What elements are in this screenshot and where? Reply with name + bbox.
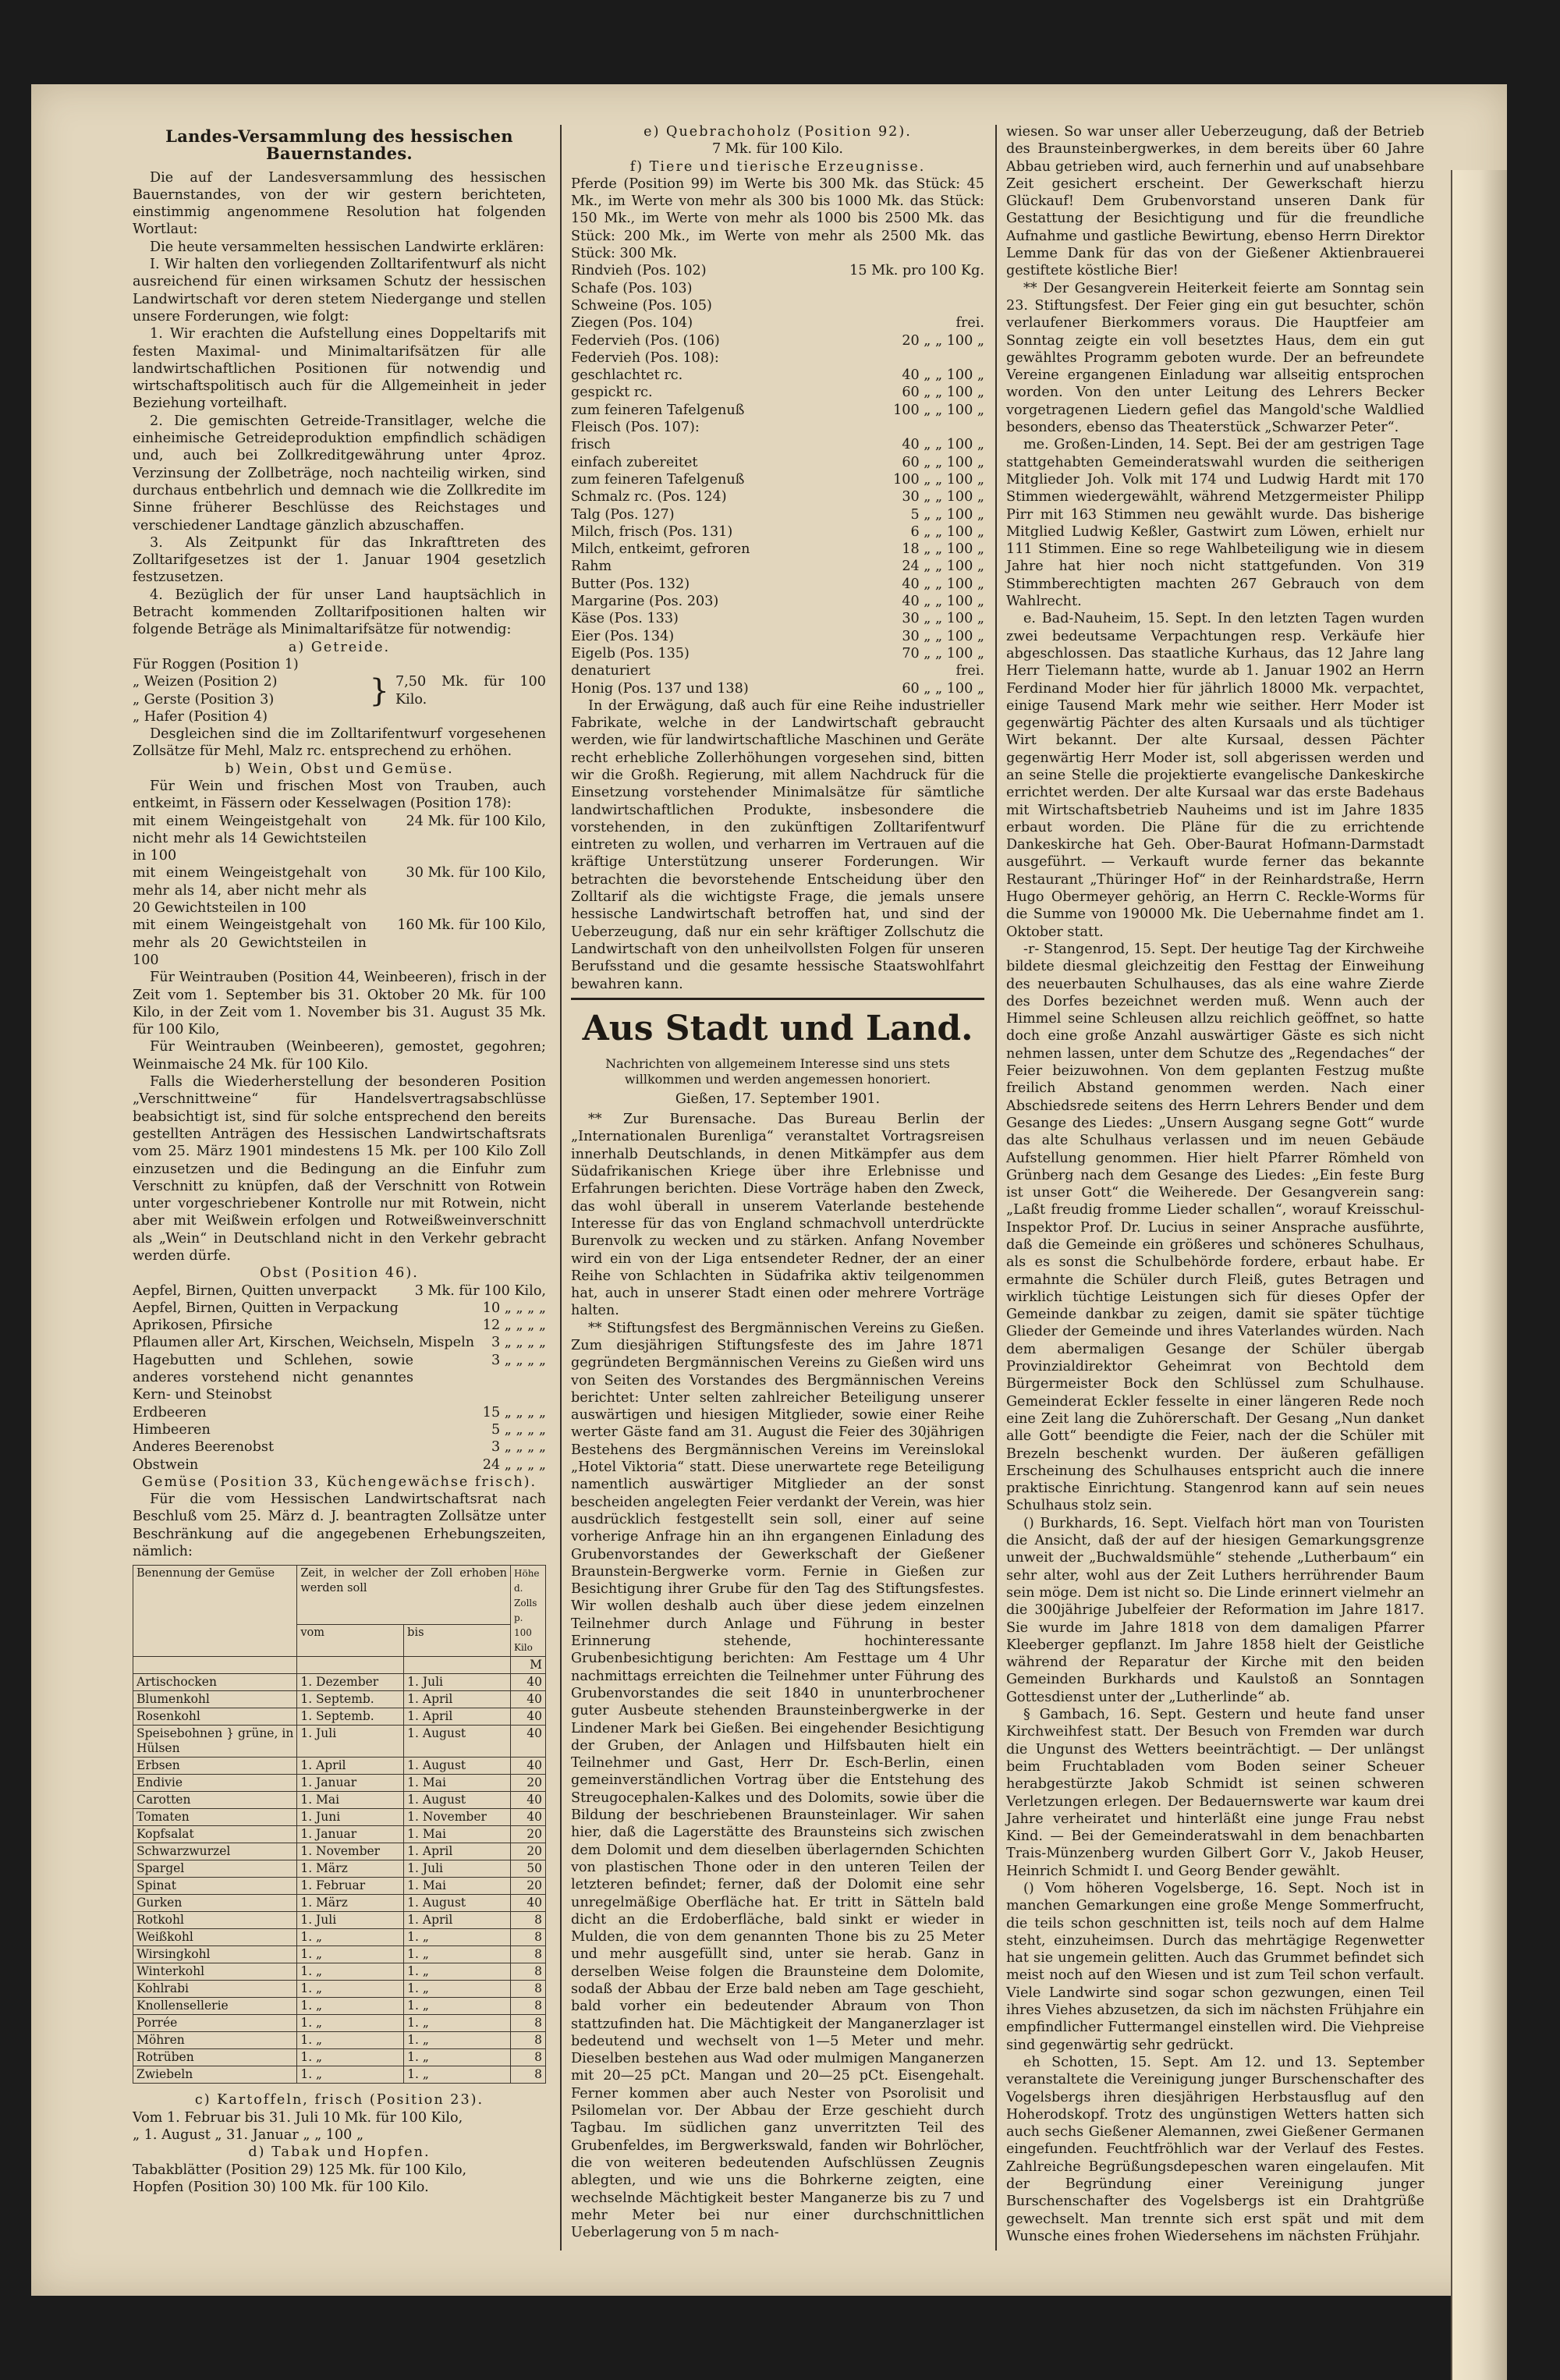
animal-rate: 40 „ „ 100 „ bbox=[902, 594, 984, 610]
animal-label: denaturiert bbox=[571, 663, 651, 679]
news-item: me. Großen-Linden, 14. Sept. Bei der am gestrigen Tage stattgehabten Gemeinderatswahl wurden die seitherigen Mitglieder Joh. Volk mit 174 und Ludwig Hardt mit 170 Stimmen wiedergewählt, während Metzgermeister Philipp Pirr mit 163 Stimmen neu gewählt wurde. Das bisherige Mitglied Ludwig Keßler, Gastwirt zum Löwen, erhielt nur 111 Stimmen. Eine so rege Wahlbeteiligung wie in diesem Jahre hat hier noch nicht stattgefunden. Von 319 Stimmberechtigten machten 267 Gebrauch von dem Wahlrecht. bbox=[1006, 437, 1424, 610]
duty-rate: 8 bbox=[511, 2066, 546, 2084]
from-date: 1. „ bbox=[297, 1963, 404, 1981]
fruit-row: Aprikosen, Pfirsiche 12 „ „ „ „ bbox=[133, 1318, 546, 1334]
adjacent-page-edge bbox=[1451, 170, 1507, 2380]
vegetable-name: Wirsingkohl bbox=[133, 1946, 297, 1963]
animal-rate-row bbox=[571, 314, 984, 332]
animal-rate: 100 „ „ 100 „ bbox=[893, 471, 984, 488]
grain-rate: 7,50 Mk. für 100 Kilo. bbox=[395, 674, 546, 708]
table-row bbox=[133, 1946, 546, 1963]
horses-para: Pferde (Position 99) im Werte bis 300 Mk. das Stück: 45 Mk., im Werte von mehr als 300 bis 1000 Mk. das Stück: 150 Mk., im Werte von mehr als 1000 bis 2500 Mk. das Stück: 200 Mk., im Werte von mehr als 2500 Mk. das Stück: 300 Mk. bbox=[571, 176, 984, 262]
from-date: 1. „ bbox=[297, 1998, 404, 2015]
from-date: 1. „ bbox=[297, 1946, 404, 1963]
duty-rate: 40 bbox=[511, 1895, 546, 1912]
resolution-point: 2. Die gemischten Getreide-Transitlager, welche die einheimische Getreideproduktion empfindlich schädigen und, auch bei Zollkreditgewährung unter 4proz. Verzinsung der Zollbeträge, noch nachteilig wirken, sind durchaus entbehrlich und demnach wie die Zollkredite im Sinne früherer Beschlüsse des Reichstages und verschiedener Landtage gänzlich abzuschaffen. bbox=[133, 413, 546, 534]
to-date: 1. „ bbox=[404, 1981, 511, 1998]
animal-rate-row bbox=[571, 262, 984, 279]
tobacco-line: Hopfen (Position 30) 100 Mk. für 100 Kilo. bbox=[133, 2179, 429, 2195]
animal-rate-row bbox=[571, 662, 984, 679]
fruit-row: Hagebutten und Schlehen, sowie anderes vorstehend nicht genanntes Kern- und Steinobst 3 „ „ „ „ bbox=[133, 1352, 546, 1403]
column-rule bbox=[995, 125, 997, 2251]
potato-line: Vom 1. Februar bis 31. Juli 10 Mk. für 100 Kilo, bbox=[133, 2109, 463, 2126]
table-header: bis bbox=[404, 1625, 511, 1657]
table-header: Benennung der Gemüse bbox=[133, 1566, 297, 1657]
grain-item: Für Roggen (Position 1) bbox=[133, 656, 299, 672]
to-date: 1. April bbox=[404, 1843, 511, 1860]
resolution-point: 4. Bezüglich der für unser Land hauptsächlich in Betracht kommenden Zolltarifpositionen halten wir folgende Beträge als Minimaltarifsätze für notwendig: bbox=[133, 587, 546, 638]
fruit-row: Aepfel, Birnen, Quitten in Verpackung 10 „ „ „ „ bbox=[133, 1300, 546, 1316]
grain-item: „ Gerste (Position 3) bbox=[133, 691, 275, 708]
animal-rate: 18 „ „ 100 „ bbox=[902, 541, 984, 558]
from-date: 1. Septemb. bbox=[297, 1691, 404, 1708]
to-date: 1. April bbox=[404, 1912, 511, 1929]
animal-rate-row bbox=[571, 471, 984, 488]
animal-rate-row bbox=[571, 454, 984, 471]
animal-rate-row bbox=[571, 488, 984, 505]
news-item: ** Zur Burensache. Das Bureau Berlin der „Internationalen Burenliga“ veranstaltet Vortragsreisen innerhalb Deutschlands, in denen Mitkämpfer aus dem Südafrikanischen Kriege über ihre Erlebnisse und Erfahrungen berichten. Diese Vorträge haben den Zweck, das wohl überall in unserem Vaterlande bestehende Interesse für das von England schmachvoll unterdrückte Burenvolk zu wecken und zu stärken. Anfang November wird ein von der Liga entsendeter Redner, der an einer Reihe von Schlachten in Südafrika aktiv teilgenommen hat, auch in unserer Stadt einen oder mehrere Vorträge halten. bbox=[571, 1112, 984, 1319]
mash-para: Für Weintrauben (Weinbeeren), gemostet, gegohren; Weinmaische 24 Mk. für 100 Kilo. bbox=[133, 1039, 546, 1073]
from-date: 1. Januar bbox=[297, 1775, 404, 1792]
resolution-point: 1. Wir erachten die Aufstellung eines Doppeltarifs mit festen Maximal- und Minimaltarifsätzen für alle landwirtschaftlichen Positionen für notwendig und wirtschaftspolitisch auch für die Allgemeinheit in jeder Beziehung vorteilhaft. bbox=[133, 326, 546, 412]
animal-rate-row bbox=[571, 680, 984, 697]
to-date: 1. „ bbox=[404, 2066, 511, 2084]
animal-rate-row bbox=[571, 593, 984, 610]
grain-item: „ Weizen (Position 2) bbox=[133, 674, 278, 690]
to-date: 1. Mai bbox=[404, 1826, 511, 1843]
table-row bbox=[133, 1691, 546, 1708]
grain-item: „ Hafer (Position 4) bbox=[133, 708, 268, 725]
table-row bbox=[133, 1981, 546, 1998]
vegetable-name: Zwiebeln bbox=[133, 2066, 297, 2084]
animal-rate: 24 „ „ 100 „ bbox=[902, 559, 984, 575]
vegetable-name: Endivie bbox=[133, 1775, 297, 1792]
animal-rate: 100 „ „ 100 „ bbox=[893, 402, 984, 418]
table-row bbox=[133, 1895, 546, 1912]
column-3 bbox=[1006, 123, 1424, 2245]
wine-intro: Für Wein und frischen Most von Trauben, auch entkeimt, in Fässern oder Kesselwagen (Position 178): bbox=[133, 778, 546, 812]
table-row bbox=[133, 1963, 546, 1981]
news-item: e. Bad-Nauheim, 15. Sept. In den letzten Tagen wurden zwei bedeutsame Verpachtungen resp. Verkäufe hier abgeschlossen. Das staatliche Kurhaus, das 12 Jahre lang Herr Tielemann hatte, wurde ab 1. Januar 1902 an Herrn Ferdinand Moder hier für jährlich 18000 Mk. verpachtet, einige Tausend Mark mehr wie seither. Herr Moder ist gegenwärtig Pächter des alten Kursaals und als tüchtiger Wirt bekannt. Der alte Kursaal, dessen Pächter gegenwärtig Herr Moder ist, soll abgerissen werden und an seine Stelle die projektierte evangelische Dankeskirche errichtet werden. Der alte Kursaal war das erste Badehaus mit Wirtschaftsbetrieb Nauheims und ist im Jahre 1835 erbaut worden. Die Pläne für die zu errichtende Dankeskirche hat Geh. Ober-Baurat Hofmann-Darmstadt ausgeführt. — Verkauft wurde ferner das bekannte Restaurant „Thüringer Hof“ in der Reinhardstraße, Herrn Hugo Obermeyer gehörig, an Herrn C. Reckle-Worms für die Summe von 190000 Mk. Die Uebernahme findet am 1. Oktober statt. bbox=[1006, 611, 1424, 940]
section-title: Aus Stadt und Land. bbox=[582, 1008, 973, 1048]
table-row bbox=[133, 1809, 546, 1826]
to-date: 1. Juli bbox=[404, 1860, 511, 1878]
article-title: Landes-Versammlung des hessischen Bauernstandes. bbox=[165, 126, 513, 164]
animal-rate: 5 „ „ 100 „ bbox=[910, 506, 984, 523]
vegetable-name: Rotrüben bbox=[133, 2049, 297, 2066]
duty-rate: 40 bbox=[511, 1708, 546, 1726]
vegetable-table bbox=[133, 1565, 546, 2084]
animal-rate: 30 „ „ 100 „ bbox=[902, 489, 984, 505]
table-row bbox=[133, 1912, 546, 1929]
table-header: vom bbox=[297, 1625, 404, 1657]
animal-rate-row bbox=[571, 402, 984, 419]
vegetable-name: Rosenkohl bbox=[133, 1708, 297, 1726]
to-date: 1. Mai bbox=[404, 1878, 511, 1895]
vegetable-name: Rotkohl bbox=[133, 1912, 297, 1929]
animal-rate-row bbox=[571, 349, 984, 367]
table-row bbox=[133, 1826, 546, 1843]
veg-para: Für die vom Hessischen Landwirtschaftsrat nach Beschluß vom 25. März d. J. beantragten Zollsätze unter Beschränkung auf die angegebenen Erhebungszeiten, nämlich: bbox=[133, 1491, 546, 1560]
duty-rate: 40 bbox=[511, 1792, 546, 1809]
animal-rate-row bbox=[571, 419, 984, 436]
animal-rate: 15 Mk. pro 100 Kg. bbox=[849, 263, 984, 279]
column-2 bbox=[571, 123, 984, 2241]
closing-para: In der Erwägung, daß auch für eine Reihe industrieller Fabrikate, welche in der Landwirtschaft gebraucht werden, wie für landwirtschaftliche Maschinen und Geräte recht erhebliche Zollerhöhungen vorgesehen sind, bitten wir die Großh. Regierung, mit allem Nachdruck für die Einsetzung vorstehender Minimalsätze für sämtliche landwirtschaftlichen Produkte, insbesondere die vorstehenden, in den zukünftigen Zolltarifentwurf eintreten zu wollen, und verharren im Vertrauen auf die kräftige Unterstützung unserer Forderungen. Wir betrachten die bevorstehende Entscheidung über den Zolltarif als die wichtigste Frage, die jemals unsere hessische Landwirtschaft betroffen hat, und sind der Ueberzeugung, daß nur ein sehr kräftiger Zollschutz die Landwirtschaft von den unheilvollsten Folgen für unseren Berufsstand und die gesamte hessische Staatswohlfahrt bewahren kann. bbox=[571, 697, 984, 992]
duty-rate: 20 bbox=[511, 1843, 546, 1860]
from-date: 1. Mai bbox=[297, 1792, 404, 1809]
duty-rate: 8 bbox=[511, 2015, 546, 2032]
animal-rate: 40 „ „ 100 „ bbox=[902, 437, 984, 453]
rate-line: 7 Mk. für 100 Kilo. bbox=[712, 141, 843, 158]
fruit-row: Erdbeeren 15 „ „ „ „ bbox=[133, 1404, 546, 1421]
to-date: 1. August bbox=[404, 1726, 511, 1758]
wine-row: mit einem Weingeistgehalt von mehr als 20 Gewichtsteilen in 100 160 Mk. für 100 Kilo, bbox=[133, 917, 546, 968]
animal-rate-row bbox=[571, 384, 984, 401]
column-rule bbox=[560, 125, 562, 2251]
animal-rate-row bbox=[571, 645, 984, 662]
duty-rate: 40 bbox=[511, 1674, 546, 1691]
table-row bbox=[133, 1726, 546, 1758]
animal-label: Schmalz rc. (Pos. 124) bbox=[571, 489, 727, 505]
animal-label: Schweine (Pos. 105) bbox=[571, 297, 712, 314]
animal-label: Eigelb (Pos. 135) bbox=[571, 645, 690, 662]
animal-rate: 30 „ „ 100 „ bbox=[902, 611, 984, 627]
to-date: 1. April bbox=[404, 1708, 511, 1726]
news-item: () Vom höheren Vogelsberge, 16. Sept. Noch ist in manchen Gemarkungen eine große Menge Sommerfrucht, die teils schon geschnitten ist, teils noch auf dem Halme steht, einzuheimsen. Durch das mehrtägige Regenwetter hat sie ungemein gelitten. Auch das Grummet befindet sich meist noch auf den Wiesen und ist zum Teil schon verfault. Viele Landwirte sind sogar schon gezwungen, einen Teil ihres Viehes abzusetzen, da sich im nächsten Frühjahre ein empfindlicher Futtermangel einstellen wird. Die Viehpreise sind gegenwärtig sehr gedrückt. bbox=[1006, 1880, 1424, 2053]
from-date: 1. „ bbox=[297, 2049, 404, 2066]
brace-icon: } bbox=[369, 672, 389, 709]
subsection-heading: d) Tabak und Hopfen. bbox=[248, 2144, 431, 2161]
section-note: Nachrichten von allgemeinem Interesse sind uns stets willkommen und werden angemessen honoriert. bbox=[605, 1055, 950, 1087]
to-date: 1. „ bbox=[404, 1998, 511, 2015]
to-date: 1. „ bbox=[404, 2015, 511, 2032]
grain-note: Desgleichen sind die im Zolltarifentwurf vorgesehenen Zollsätze für Mehl, Malz rc. entsprechend zu erhöhen. bbox=[133, 726, 546, 760]
fruit-row: Pflaumen aller Art, Kirschen, Weichseln, Mispeln 3 „ „ „ „ bbox=[133, 1335, 546, 1351]
animal-label: Milch, entkeimt, gefroren bbox=[571, 541, 750, 558]
vegetable-name: Blumenkohl bbox=[133, 1691, 297, 1708]
duty-rate: 40 bbox=[511, 1758, 546, 1775]
from-date: 1. März bbox=[297, 1895, 404, 1912]
news-item: eh Schotten, 15. Sept. Am 12. und 13. September veranstaltete die Vereinigung junger Burschenschafter des Vogelsbergs ihren diesjährigen Herbstausflug auf den Hoherodskopf. Trotz des ungünstigen Wetters hatten sich auch sechs Gießener Alemannen, zwei Gießener Germanen eingefunden. Feuchtfröhlich war der Verlauf des Festes. Zahlreiche Begrüßungsdepeschen waren eingelaufen. Mit der Begründung einer Vereinigung junger Burschenschafter des Vogelsbergs ist ein Drahtgrüße gewechselt. Man trennte sich erst spät und mit dem Wunsche eines frohen Wiedersehens im nächsten Frühjahr. bbox=[1006, 2054, 1424, 2244]
table-row bbox=[133, 1998, 546, 2015]
subsection-heading: Gemüse (Position 33, Küchengewächse frisch). bbox=[141, 1474, 537, 1490]
from-date: 1. „ bbox=[297, 1929, 404, 1946]
dateline: Gießen, 17. September 1901. bbox=[675, 1091, 881, 1107]
duty-rate: 8 bbox=[511, 1998, 546, 2015]
duty-rate: 8 bbox=[511, 1912, 546, 1929]
vegetable-name: Artischocken bbox=[133, 1674, 297, 1691]
animal-label: Federvieh (Pos. (106) bbox=[571, 332, 720, 349]
animal-label: zum feineren Tafelgenuß bbox=[571, 402, 745, 418]
fruit-row: Anderes Beerenobst 3 „ „ „ „ bbox=[133, 1439, 546, 1456]
from-date: 1. Juni bbox=[297, 1809, 404, 1826]
duty-rate: 20 bbox=[511, 1826, 546, 1843]
article-intro: Die auf der Landesversammlung des hessischen Bauernstandes, von der wir gestern berichteten, einstimmig angenommene Resolution hat folgenden Wortlaut: bbox=[133, 169, 546, 238]
animal-label: Rindvieh (Pos. 102) bbox=[571, 263, 707, 279]
unit-label: M bbox=[511, 1657, 546, 1674]
duty-rate: 8 bbox=[511, 1981, 546, 1998]
wine-blend-para: Falls die Wiederherstellung der besonderen Position „Verschnittweine“ für Handelsvertragsabschlüsse beabsichtigt ist, sind für solche entsprechend den bereits gestellten Anträgen des Hessischen Landwirtschaftsrats vom 25. März 1901 mindestens 15 Mk. per 100 Kilo Zoll einzusetzen und die Bedingung an die Einfuhr zum Verschnitt zu knüpfen, daß der Verschnitt von Rotwein unter vorgeschriebener Kontrolle nur mit Rotwein, nicht aber mit Weißwein erfolgen und Rotweißweinverschnitt als „Wein“ in Deutschland nicht in den Verkehr gebracht werden dürfe. bbox=[133, 1074, 546, 1264]
animal-label: Eier (Pos. 134) bbox=[571, 628, 675, 644]
duty-rate: 40 bbox=[511, 1691, 546, 1708]
from-date: 1. „ bbox=[297, 2066, 404, 2084]
from-date: 1. Dezember bbox=[297, 1674, 404, 1691]
tobacco-line: Tabakblätter (Position 29) 125 Mk. für 100 Kilo, bbox=[133, 2162, 467, 2178]
animal-rate-row bbox=[571, 367, 984, 384]
table-header: Höhe d. Zolls p. 100 Kilo bbox=[511, 1566, 546, 1657]
vegetable-name: Kopfsalat bbox=[133, 1826, 297, 1843]
animal-rate-row bbox=[571, 558, 984, 575]
table-header: Zeit, in welcher der Zoll erhoben werden soll bbox=[297, 1566, 511, 1625]
table-row bbox=[133, 1878, 546, 1895]
from-date: 1. April bbox=[297, 1758, 404, 1775]
news-item: -r- Stangenrod, 15. Sept. Der heutige Tag der Kirchweihe bildete diesmal gleichzeitig den Festtag der Einweihung des neuerbauten Schulhauses, das als eine wahre Zierde des Dorfes bezeichnet werden muß. Wenn auch der Himmel seine Schleusen allzu reichlich geöffnet, so hatte doch eine große Anzahl auswärtiger Gäste es sich nicht nehmen lassen, unter dem Schutze des „Regendaches“ der Feier beizuwohnen. Von dem geplanten Festzug mußte freilich Abstand genommen werden. Nach einer Abschiedsrede seitens des Herrn Lehrers Bender und dem Gesange des Liedes: „Unsern Ausgang segne Gott“ wurde das alte Schulhaus verlassen und im neuen Gebäude Aufstellung genommen. Hier hielt Pfarrer Römheld von Grünberg nach dem Gesange des Liedes: „Ein feste Burg ist unser Gott“ die Weiherede. Der Gesangverein sang: „Laßt freudig fromme Lieder schallen“, worauf Kreisschul-Inspektor Prof. Dr. Lucius in seiner Ansprache ausführte, daß die Gemeinde ein größeres und schöneres Schulhaus, als es sonst die Schulbehörde fordere, erbaut habe. Er ermahnte die Schüler durch Fleiß, gutes Betragen und wirklich tüchtige Leistungen sich für dieses Opfer der Gemeinde dankbar zu zeigen, damit sie später tüchtige Glieder der Gemeinde und ihres Vaterlandes würden. Nach dem abermaligen Gesange der Schüler übergab Provinzialdirektor Geheimrat von Bechtold dem Bürgermeister Bock den Schlüssel zum Schulhause. Gemeinderat Eckler fesselte in einer längeren Rede noch eine Zeit lang die Zuhörerschaft. Der Gesang „Nun danket alle Gott“ beendigte die Feier, nach der die Schüler mit Brezeln beschenkt wurden. Der äußeren gefälligen Erscheinung des Schulhauses entspricht auch die innere praktische Einrichtung. Stangenrod kann auf sein neues Schulhaus stolz sein. bbox=[1006, 941, 1424, 1514]
to-date: 1. „ bbox=[404, 2032, 511, 2049]
from-date: 1. November bbox=[297, 1843, 404, 1860]
subsection-heading: b) Wein, Obst und Gemüse. bbox=[225, 761, 454, 777]
animal-rate-list bbox=[571, 262, 984, 697]
table-row bbox=[133, 1758, 546, 1775]
vegetable-name: Weißkohl bbox=[133, 1929, 297, 1946]
duty-rate: 8 bbox=[511, 2032, 546, 2049]
column-1 bbox=[133, 123, 546, 2196]
from-date: 1. „ bbox=[297, 2032, 404, 2049]
duty-rate: 40 bbox=[511, 1726, 546, 1758]
animal-rate-row bbox=[571, 506, 984, 523]
duty-rate: 8 bbox=[511, 1963, 546, 1981]
animal-label: Schafe (Pos. 103) bbox=[571, 280, 693, 296]
animal-label: Federvieh (Pos. 108): bbox=[571, 349, 719, 366]
to-date: 1. August bbox=[404, 1758, 511, 1775]
to-date: 1. „ bbox=[404, 1929, 511, 1946]
to-date: 1. Juli bbox=[404, 1674, 511, 1691]
animal-rate: 40 „ „ 100 „ bbox=[902, 576, 984, 592]
animal-rate-row bbox=[571, 610, 984, 627]
article-intro-2: Die heute versammelten hessischen Landwirte erklären: bbox=[150, 239, 544, 255]
animal-label: Talg (Pos. 127) bbox=[571, 506, 675, 523]
vegetable-name: Winterkohl bbox=[133, 1963, 297, 1981]
vegetable-name: Speisebohnen } grüne, in Hülsen bbox=[133, 1726, 297, 1758]
fruit-row: Aepfel, Birnen, Quitten unverpackt 3 Mk. für 100 Kilo, bbox=[133, 1282, 546, 1299]
duty-rate: 20 bbox=[511, 1775, 546, 1792]
news-item: wiesen. So war unser aller Ueberzeugung, daß der Betrieb des Braunsteinbergwerkes, in dem bereits über 60 Jahre Abbau getrieben wird, auch fernerhin und auf unabsehbare Zeit gesichert erscheint. Der Gewerkschaft hierzu Glückauf! Dem Grubenvorstand unseren Dank für Gestattung der Besichtigung und für die freundliche Aufnahme und gastliche Bewirtung, ebenso Herrn Direktor Lemme Dank für das von der Gießener Aktienbrauerei gestiftete köstliche Bier! bbox=[1006, 124, 1424, 279]
vegetable-name: Knollensellerie bbox=[133, 1998, 297, 2015]
animal-label: Honig (Pos. 137 und 138) bbox=[571, 680, 749, 697]
table-row bbox=[133, 1860, 546, 1878]
to-date: 1. „ bbox=[404, 1946, 511, 1963]
animal-label: einfach zubereitet bbox=[571, 454, 698, 470]
vegetable-name: Tomaten bbox=[133, 1809, 297, 1826]
table-row bbox=[133, 1775, 546, 1792]
animal-label: Fleisch (Pos. 107): bbox=[571, 420, 700, 436]
subsection-heading: c) Kartoffeln, frisch (Position 23). bbox=[194, 2092, 484, 2109]
duty-rate: 40 bbox=[511, 1809, 546, 1826]
animal-rate-row bbox=[571, 297, 984, 314]
table-row bbox=[133, 2032, 546, 2049]
table-row bbox=[133, 2049, 546, 2066]
animal-rate-row bbox=[571, 332, 984, 349]
news-item: ** Stiftungsfest des Bergmännischen Vereins zu Gießen. Zum diesjährigen Stiftungsfeste des im Jahre 1871 gegründeten Bergmännischen Vereins zu Gießen wird uns von Seiten des Vorstandes des Bergmännischen Vereins berichtet: Unter selten zahlreicher Beteiligung unserer auswärtigen und hiesigen Mitglieder, sowie einer Reihe werter Gäste fand am 31. August die Feier des 30jährigen Bestehens des Bergmännischen Vereins im Vereinslokal „Hotel Viktoria“ statt. Diese unerwartete rege Beteiligung namentlich auswärtiger Mitglieder an der sonst bescheiden angelegten Feier verdankt der Verein, was hier ausdrücklich festgestellt sein soll, einer auf seine vorherige Anfrage hin an ihn ergangenen Einladung des Grubenvorstandes der Gewerkschaft der Gießener Braunstein-Bergwerke vorm. Fernie in Gießen zur Besichtigung ihrer Grube für den Tag des Stiftungsfestes. Wir wollen deshalb auch über diese jedem einzelnen Teilnehmer durch Anlage und Führung in bester Erinnerung stehende, hochinteressante Grubenbesichtigung berichten: Am Festtage um 4 Uhr nachmittags erreichten die Teilnehmer unter Führung des Grubenvorstandes die seit 1840 in ununterbrochener guter Ausbeute stehenden Braunsteinbergwerke in der Lindener Mark bei Gießen. Bei eingehender Besichtigung der Gruben, der Anlagen und Hilfsbauten hielt ein Teilnehmer und Gast, Herr Dr. Esch-Berlin, einen gemeinverständlichen Vortrag über die Entstehung des Streugocephalen-Kalkes und des Dolomits, sowie über die Bildung der beschriebenen Braunsteinlager. Wir sahen hier, daß die Lagerstätte des Braunsteins sich zwischen dem Dolomit und dem dieselben überlagernden Schichten von plastischen Thone oder in den unteren Teilen der letzteren befindet; ferner, daß der Dolomit eine sehr unregelmäßige Oberfläche hat. Er tritt in Sätteln bald dicht an die Erdoberfläche, bald sinkt er wieder in Mulden, die von dem genannten Thone bis zu 25 Meter und mehr ausgefüllt sind, unter sie herab. Ganz in derselben Weise folgen die Braunsteine dem Dolomite, sodaß der Abbau der Erze bald neben am Tage geschieht, bald vorher ein bedeutender Abraum von Thon stattzufinden hat. Die Mächtigkeit der Manganerzlager ist bedeutend und wechselt von 1—5 Meter und mehr. Dieselben bestehen aus Wad oder mulmigen Manganerzen mit 20—25 pCt. Mangan und 20—25 pCt. Eisengehalt. Ferner kommen aber auch Nester von Psorolisit und Psilomelan vor. Der Abbau der Erze geschieht durch Tagbau. Im südlichen ganz unverritzten Teil des Grubenfeldes, im Bergwerkswald, fanden wir Bohrlöcher, die von weiteren bedeutenden Aufschlüssen Zeugnis ablegten, und wie uns die Bohrkerne zeigten, eine wechselnde Mächtigkeit bester Manganerze bis zu 7 und mehr Meter bei nur einer durchschnittlichen Ueberlagerung von 5 m nach- bbox=[571, 1320, 984, 2241]
table-row bbox=[133, 1929, 546, 1946]
animal-rate-row bbox=[571, 541, 984, 558]
animal-label: zum feineren Tafelgenuß bbox=[571, 471, 745, 488]
wine-row: mit einem Weingeistgehalt von nicht mehr als 14 Gewichtsteilen in 100 24 Mk. für 100 Kilo, bbox=[133, 813, 546, 864]
table-row bbox=[133, 2015, 546, 2032]
news-item: ** Der Gesangverein Heiterkeit feierte am Sonntag sein 23. Stiftungsfest. Der Feier ging ein gut besuchter, schön verlaufener Bierkommers voraus. Die Hauptfeier am Sonntag zeigte ein voll besetztes Haus, dem ein gut gewähltes Programm geboten wurde. Der an befreundete Vereine ergangenen Einladung war allseitig entsprochen worden. Von den unter Leitung des Lehrers Becker vorgetragenen Liedern gefiel das Mangold'sche Waldlied besonders, ebenso das Theaterstück „Schwarzer Peter“. bbox=[1006, 280, 1424, 436]
vegetable-name: Carotten bbox=[133, 1792, 297, 1809]
resolution-point: 3. Als Zeitpunkt für das Inkrafttreten des Zolltarifgesetzes ist der 1. Januar 1904 gesetzlich festzusetzen. bbox=[133, 534, 546, 586]
animal-label: frisch bbox=[571, 437, 611, 453]
animal-rate: 20 „ „ 100 „ bbox=[902, 332, 984, 349]
from-date: 1. März bbox=[297, 1860, 404, 1878]
table-row bbox=[133, 1674, 546, 1691]
vegetable-name: Porrée bbox=[133, 2015, 297, 2032]
fruit-row: Himbeeren 5 „ „ „ „ bbox=[133, 1421, 546, 1438]
animal-rate: 60 „ „ 100 „ bbox=[902, 680, 984, 697]
wine-row: mit einem Weingeistgehalt von mehr als 14, aber nicht mehr als 20 Gewichtsteilen in 100 30 Mk. für 100 Kilo, bbox=[133, 865, 546, 917]
animal-rate-row bbox=[571, 436, 984, 453]
vegetable-name: Gurken bbox=[133, 1895, 297, 1912]
potato-line: „ 1. August „ 31. Januar „ „ 100 „ bbox=[133, 2126, 364, 2143]
to-date: 1. „ bbox=[404, 2049, 511, 2066]
animal-rate: 30 „ „ 100 „ bbox=[902, 628, 984, 644]
duty-rate: 8 bbox=[511, 2049, 546, 2066]
vegetable-name: Schwarzwurzel bbox=[133, 1843, 297, 1860]
animal-label: gespickt rc. bbox=[571, 385, 653, 401]
duty-rate: 50 bbox=[511, 1860, 546, 1878]
to-date: 1. August bbox=[404, 1895, 511, 1912]
vegetable-name: Spinat bbox=[133, 1878, 297, 1895]
from-date: 1. Juli bbox=[297, 1912, 404, 1929]
to-date: 1. August bbox=[404, 1792, 511, 1809]
to-date: 1. Mai bbox=[404, 1775, 511, 1792]
to-date: 1. April bbox=[404, 1691, 511, 1708]
duty-rate: 20 bbox=[511, 1878, 546, 1895]
subsection-heading: f) Tiere und tierische Erzeugnisse. bbox=[629, 158, 926, 175]
from-date: 1. Januar bbox=[297, 1826, 404, 1843]
from-date: 1. „ bbox=[297, 1981, 404, 1998]
animal-label: Käse (Pos. 133) bbox=[571, 611, 679, 627]
duty-rate: 8 bbox=[511, 1946, 546, 1963]
table-row bbox=[133, 1843, 546, 1860]
animal-rate-row bbox=[571, 523, 984, 541]
news-item: () Burkhards, 16. Sept. Vielfach hört man von Touristen die Ansicht, daß der auf der hiesigen Gemarkungsgrenze unweit der „Buchwaldsmühle“ stehende „Lutherbaum“ ein sehr alter, wohl aus der Zeit Luthers herrührender Baum sein möge. Dem ist nicht so. Die Linde erinnert vielmehr an die 300jährige Jubelfeier der Reformation im Jahre 1817. Sie wurde im Jahre 1818 von dem damaligen Pfarrer Kleeberger gepflanzt. Im Jahre 1858 hielt der Geistliche während der Reparatur der Kirche mit den beiden Gemeinden Burkhards und Kaulstoß an Sonntagen Gottesdienst unter der „Lutherlinde“ ab. bbox=[1006, 1515, 1424, 1705]
animal-rate: 6 „ „ 100 „ bbox=[910, 523, 984, 540]
to-date: 1. November bbox=[404, 1809, 511, 1826]
animal-rate: 70 „ „ 100 „ bbox=[902, 645, 984, 662]
animal-label: Milch, frisch (Pos. 131) bbox=[571, 523, 733, 540]
vegetable-name: Möhren bbox=[133, 2032, 297, 2049]
animal-rate: frei. bbox=[956, 663, 984, 679]
table-row bbox=[133, 1708, 546, 1726]
animal-rate: frei. bbox=[956, 315, 984, 332]
animal-label: geschlachtet rc. bbox=[571, 367, 683, 384]
animal-rate: 60 „ „ 100 „ bbox=[902, 385, 984, 401]
vegetable-name: Spargel bbox=[133, 1860, 297, 1878]
from-date: 1. „ bbox=[297, 2015, 404, 2032]
animal-label: Butter (Pos. 132) bbox=[571, 576, 690, 592]
section-rule bbox=[571, 998, 984, 1000]
grain-block bbox=[133, 656, 546, 725]
table-row bbox=[133, 2066, 546, 2084]
animal-label: Margarine (Pos. 203) bbox=[571, 594, 719, 610]
animal-rate-row bbox=[571, 280, 984, 297]
animal-rate: 40 „ „ 100 „ bbox=[902, 367, 984, 384]
duty-rate: 8 bbox=[511, 1929, 546, 1946]
from-date: 1. Juli bbox=[297, 1726, 404, 1758]
subsection-heading: a) Getreide. bbox=[288, 639, 391, 655]
subsection-heading: Obst (Position 46). bbox=[260, 1265, 419, 1282]
to-date: 1. „ bbox=[404, 1963, 511, 1981]
animal-rate-row bbox=[571, 628, 984, 645]
vegetable-name: Kohlrabi bbox=[133, 1981, 297, 1998]
vegetable-name: Erbsen bbox=[133, 1758, 297, 1775]
from-date: 1. Februar bbox=[297, 1878, 404, 1895]
grapes-para: Für Weintrauben (Position 44, Weinbeeren), frisch in der Zeit vom 1. September bis 31. Oktober 20 Mk. für 100 Kilo, in der Zeit vom 1. November bis 31. August 35 Mk. für 100 Kilo, bbox=[133, 970, 546, 1038]
resolution-point: I. Wir halten den vorliegenden Zolltarifentwurf als nicht ausreichend für einen wirksamen Schutz der hessischen Landwirtschaft vor deren stetem Niedergange und stellen unsere Forderungen, wie folgt: bbox=[133, 257, 546, 325]
animal-label: Ziegen (Pos. 104) bbox=[571, 315, 693, 332]
subsection-heading: e) Quebrachoholz (Position 92). bbox=[644, 124, 912, 140]
table-row bbox=[133, 1792, 546, 1809]
animal-rate: 60 „ „ 100 „ bbox=[902, 454, 984, 470]
fruit-row: Obstwein 24 „ „ „ „ bbox=[133, 1456, 546, 1473]
from-date: 1. Septemb. bbox=[297, 1708, 404, 1726]
animal-rate-row bbox=[571, 576, 984, 593]
animal-label: Rahm bbox=[571, 559, 612, 575]
news-item: § Gambach, 16. Sept. Gestern und heute fand unser Kirchweihfest statt. Der Besuch von Fremden war durch die Ungunst des Wetters beeinträchtigt. — Der unlängst beim Fruchtabladen vom Boden seiner Scheuer herabgestürzte Jakob Schmidt ist seinen schweren Verletzungen erlegen. Der Bedauernswerte war kaum drei Jahre verheiratet und hinterläßt eine junge Frau nebst Kind. — Bei der Gemeinderatswahl in dem benachbarten Trais-Münzenberg wurden Gilbert Gorr V., Jakob Heuser, Heinrich Schmidt I. und Georg Bender gewählt. bbox=[1006, 1707, 1424, 1879]
